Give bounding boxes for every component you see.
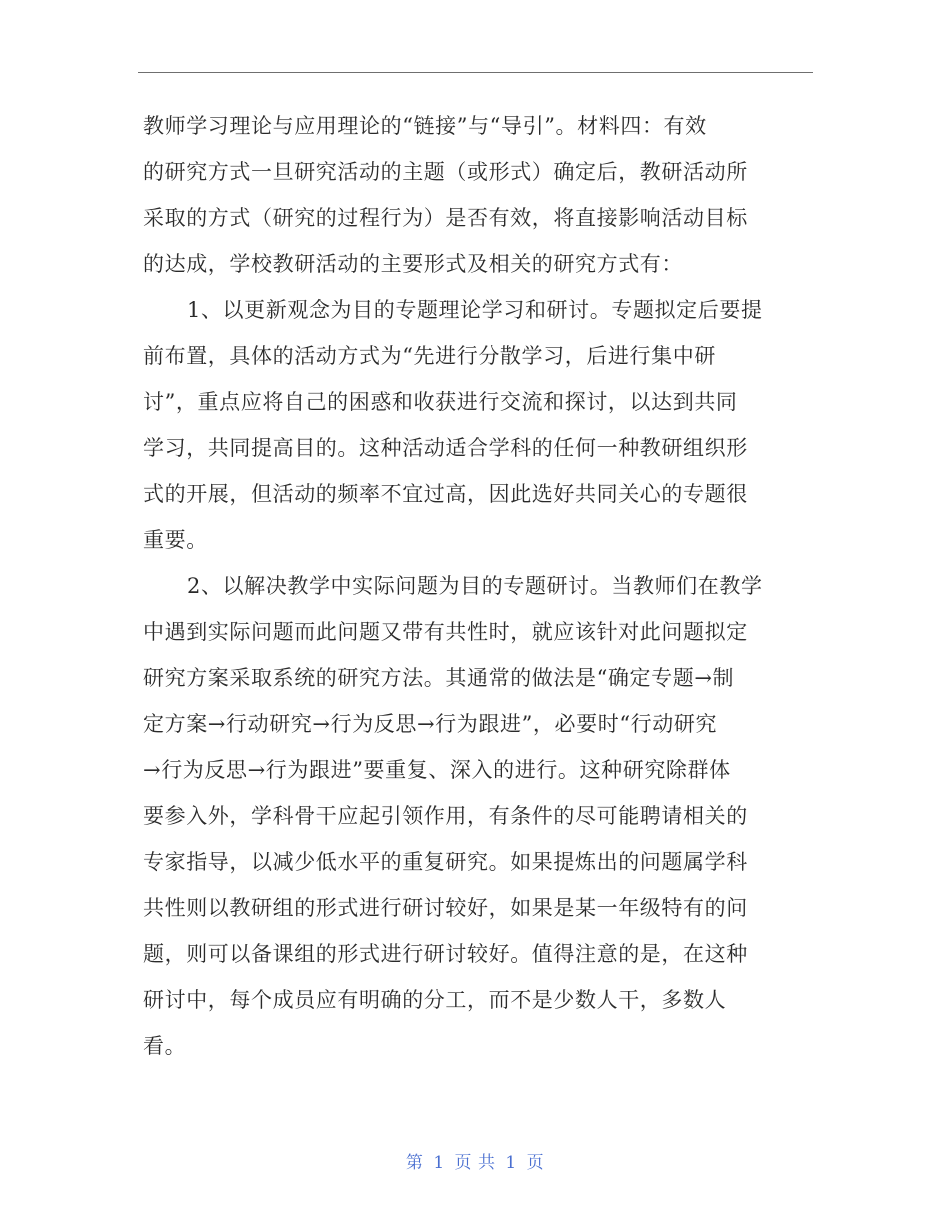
text-line: 前布置，具体的活动方式为“先进行分散学习，后进行集中研 — [143, 344, 716, 368]
text-line: 中遇到实际问题而此问题又带有共性时，就应该针对此问题拟定 — [143, 620, 748, 644]
text-line: 看。 — [143, 1034, 187, 1058]
text-line: 共性则以教研组的形式进行研讨较好，如果是某一年级特有的问 — [143, 896, 748, 920]
text-line: 研究方案采取系统的研究方法。其通常的做法是“确定专题→制 — [143, 666, 735, 690]
text-line: 要参入外，学科骨干应起引领作用，有条件的尽可能聘请相关的 — [143, 804, 748, 828]
footer-prefix: 第 — [405, 1153, 424, 1173]
header-rule — [138, 72, 813, 73]
text-line: 讨”，重点应将自己的困惑和收获进行交流和探讨，以达到共同 — [143, 390, 738, 414]
text-line: 的研究方式一旦研究活动的主题（或形式）确定后，教研活动所 — [143, 160, 748, 184]
text-line: 重要。 — [143, 528, 208, 552]
paragraph-1-start: 1、以更新观念为目的专题理论学习和研讨。专题拟定后要提 — [187, 298, 763, 322]
text-line: 专家指导，以减少低水平的重复研究。如果提炼出的问题属学科 — [143, 850, 748, 874]
footer-suffix: 页 — [526, 1153, 545, 1173]
text-line: 学习，共同提高目的。这种活动适合学科的任何一种教研组织形 — [143, 436, 748, 460]
text-line: 的达成，学校教研活动的主要形式及相关的研究方式有： — [143, 252, 683, 276]
document-body — [143, 103, 811, 1069]
text-line: 教师学习理论与应用理论的“链接”与“导引”。材料四：有效 — [143, 114, 707, 138]
footer-mid: 页 共 — [454, 1153, 496, 1173]
total-pages-number: 1 — [505, 1153, 517, 1173]
page-footer — [0, 1152, 950, 1174]
text-line: 式的开展，但活动的频率不宜过高，因此选好共同关心的专题很 — [143, 482, 748, 506]
text-line: 题，则可以备课组的形式进行研讨较好。值得注意的是，在这种 — [143, 942, 748, 966]
paragraph-2-start: 2、以解决教学中实际问题为目的专题研讨。当教师们在教学 — [187, 574, 763, 598]
text-line: 定方案→行动研究→行为反思→行为跟进”，必要时“行动研究 — [143, 712, 718, 736]
text-line: →行为反思→行为跟进”要重复、深入的进行。这种研究除群体 — [143, 758, 731, 782]
text-line: 研讨中，每个成员应有明确的分工，而不是少数人干，多数人 — [143, 988, 727, 1012]
text-line: 采取的方式（研究的过程行为）是否有效，将直接影响活动目标 — [143, 206, 748, 230]
current-page-number: 1 — [433, 1153, 445, 1173]
